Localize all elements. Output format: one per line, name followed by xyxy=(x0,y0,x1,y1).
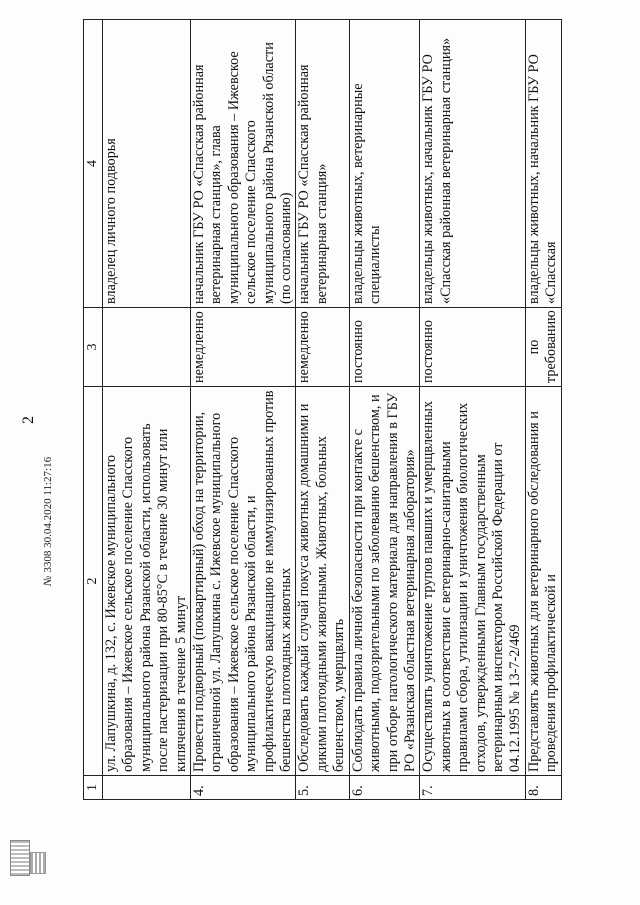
row-action: Провести подворный (поквартирный) обход на территории, ограниченной ул. Лапушкина с. Ижевское муниципального образования – Ижевское сельское поселение Спасского муниципального района Рязанской области, и профилактическую вакцинацию не иммунизированных против бешенства плотоядных животных xyxy=(191,387,296,776)
row-responsible: владелец личного подворья xyxy=(103,20,191,308)
row-responsible: начальник ГБУ РО «Спасская районная ветеринарная станция», глава муниципального образования – Ижевское сельское поселение Спасского муниципального района Рязанской области (по согласованию) xyxy=(191,20,296,308)
page-number: 2 xyxy=(20,416,37,424)
row-number: 8. xyxy=(525,776,561,800)
header-col-2: 2 xyxy=(84,387,103,776)
row-responsible: владельцы животных, начальник ГБУ РО «Спасская районная ветеринарная станция» xyxy=(420,20,525,308)
row-action: ул. Лапушкина, д. 132, с. Ижевское муниципального образования – Ижевское сельское поселение Спасского муниципального района Рязанской области, использовать после пастеризации при 80-85°С в течение 30 минут или кипячения в течение 5 минут xyxy=(103,387,191,776)
table-row xyxy=(525,20,561,800)
table-row xyxy=(191,20,296,800)
header-col-4: 4 xyxy=(84,20,103,308)
header-col-3: 3 xyxy=(84,308,103,387)
row-term: немедленно xyxy=(191,308,296,387)
row-action: Представлять животных для ветеринарного обследования и проведения профилактической и xyxy=(525,387,561,776)
measures-table xyxy=(83,19,562,800)
table-row xyxy=(349,20,420,800)
row-term: немедленно xyxy=(296,308,349,387)
barcode-seal-small xyxy=(30,852,46,874)
registration-stamp xyxy=(40,256,56,586)
row-number: 7. xyxy=(420,776,525,800)
row-action: Соблюдать правила личной безопасности при контакте с животными, подозрительными по заболеванию бешенством, и при отборе патологического материала для направления в ГБУ РО «Рязанская областная ветеринарная лаборатория» xyxy=(349,387,420,776)
row-number: 6. xyxy=(349,776,420,800)
table-row xyxy=(103,20,191,800)
barcode-seal xyxy=(10,840,30,876)
stamp-text: 3308 30.04.2020 11:27:16 xyxy=(42,456,54,573)
table-header-row xyxy=(84,20,103,800)
row-responsible: владельцы животных, начальник ГБУ РО «Спасская xyxy=(525,20,561,308)
row-action: Осуществлять уничтожение трупов павших и умерщвленных животных в соответствии с ветеринарно-санитарными правилами сбора, утилизации и уничтожения биологических отходов, утвержденными Главным государственным ветеринарным инспектором Российской Федерации от 04.12.1995 № 13-7-2/469 xyxy=(420,387,525,776)
rotated-table-area xyxy=(83,20,583,800)
row-term: по требованию xyxy=(525,308,561,387)
table-row xyxy=(420,20,525,800)
table-row xyxy=(296,20,349,800)
row-number xyxy=(103,776,191,800)
row-term xyxy=(103,308,191,387)
header-col-1: 1 xyxy=(84,776,103,800)
number-sign: № xyxy=(42,575,54,586)
row-responsible: начальник ГБУ РО «Спасская районная ветеринарная станция» xyxy=(296,20,349,308)
row-action: Обследовать каждый случай покуса животных домашними и дикими плотоядными животными. Животных, больных бешенством, умерщвлять xyxy=(296,387,349,776)
row-number: 5. xyxy=(296,776,349,800)
row-number: 4. xyxy=(191,776,296,800)
row-term: постоянно xyxy=(349,308,420,387)
row-term: постоянно xyxy=(420,308,525,387)
row-responsible: владельцы животных, ветеринарные специалисты xyxy=(349,20,420,308)
